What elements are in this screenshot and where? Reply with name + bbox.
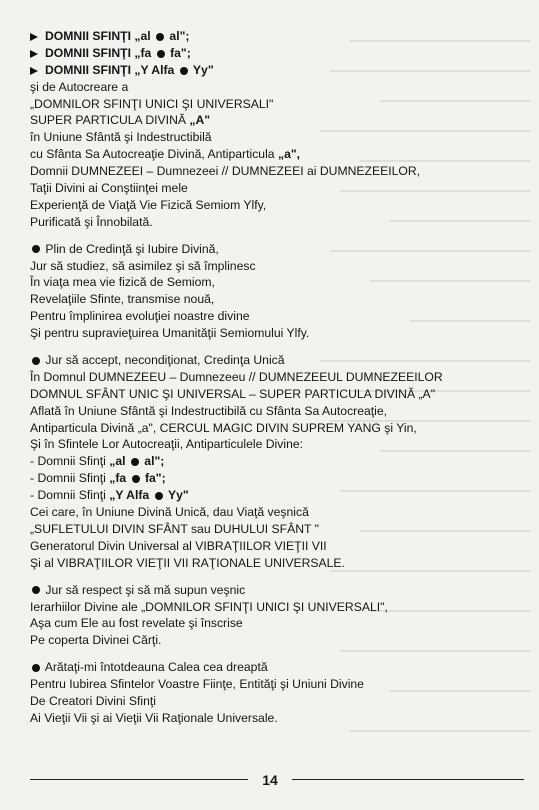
text-line: cu Sfânta Sa Autocreaţie Divină, Antiparticula „a", <box>30 147 301 162</box>
text-line: Arătaţi-mi întotdeauna Calea cea dreaptă <box>30 659 525 676</box>
text-line: Aşa cum Ele au fost revelate şi înscrise <box>30 616 243 631</box>
text-line: Experienţă de Viaţă Vie Fizică Semiom Ylfy, <box>30 197 267 212</box>
paragraph-gap <box>30 649 525 659</box>
text-line: - Domnii Sfinţi „fa fa"; <box>30 471 166 486</box>
text-line: Ai Vieţii Vii şi ai Vieţii Vii Raţionale Universale. <box>30 710 278 725</box>
text-line: Jur să studiez, să asimilez şi să împlinesc <box>30 258 256 273</box>
text-line: Pentru Iubirea Sfintelor Voastre Fiinţe, Entităţi şi Uniuni Divine <box>30 677 364 692</box>
paragraph-gap <box>30 342 525 352</box>
dot-icon <box>156 33 164 41</box>
text-line: Aflată în Uniune Sfântă şi Indestructibilă cu Sfânta Sa Autocreaţie, <box>30 403 388 418</box>
body-text <box>30 28 525 727</box>
text-line: Pentru împlinirea evoluţiei noastre divine <box>30 309 250 324</box>
text-line: De Creatori Divini Sfinţi <box>30 693 156 708</box>
bullet-dot-icon <box>32 245 40 253</box>
dot-icon <box>131 458 139 466</box>
text-line: Revelaţiile Sfinte, transmise nouă, <box>30 292 215 307</box>
footer-rule-left <box>30 779 248 780</box>
text-line: Antiparticula Divină „a", CERCUL MAGIC DIVIN SUPREM YANG şi Yin, <box>30 420 417 435</box>
text-line: Şi al VIBRAŢIILOR VIEŢII VII RAŢIONALE UNIVERSALE. <box>30 555 345 570</box>
text-line: Generatorul Divin Universal al VIBRAŢIILOR VIEŢII VII <box>30 538 327 553</box>
arrow-bullet-icon <box>30 28 45 45</box>
text-line: Pe coperta Divinei Cărţi. <box>30 633 162 648</box>
dot-icon <box>180 67 188 75</box>
line-domnii-al: DOMNII SFINŢI „al al"; <box>30 28 525 45</box>
bleed-stroke <box>350 730 530 732</box>
text-line: Jur să respect şi să mă supun veşnic <box>30 582 525 599</box>
line-domnii-fa: DOMNII SFINŢI „fa fa"; <box>30 45 525 62</box>
line-domnii-yalfa: DOMNII SFINŢI „Y Alfa Yy" <box>30 62 525 79</box>
text-line: Jur să accept, necondiţionat, Credinţa Unică <box>30 352 525 369</box>
paragraph-gap <box>30 231 525 241</box>
bullet-dot-icon <box>32 664 40 672</box>
text-line: În Domnul DUMNEZEEU – Dumnezeeu // DUMNEZEEUL DUMNEZEEILOR <box>30 369 443 384</box>
text-line: Ierarhiilor Divine ale „DOMNILOR SFINŢI UNICI ŞI UNIVERSALI", <box>30 599 388 614</box>
text-line: SUPER PARTICULA DIVINĂ „A" <box>30 113 211 128</box>
text-line: În viaţa mea vie fizică de Semiom, <box>30 275 215 290</box>
text-line: Taţii Divini ai Conştiinţei mele <box>30 181 188 196</box>
text-line: Plin de Credinţă şi Iubire Divină, <box>30 241 525 258</box>
text-line: Purificată şi Înnobilată. <box>30 214 153 229</box>
text-line: „SUFLETULUI DIVIN SFÂNT sau DUHULUI SFÂNT " <box>30 521 319 536</box>
text-line: şi de Autocreare a <box>30 79 129 94</box>
text-line: - Domnii Sfinţi „Y Alfa Yy" <box>30 488 189 503</box>
text-line: Domnii DUMNEZEEI – Dumnezeei // DUMNEZEEI ai DUMNEZEEILOR, <box>30 164 421 179</box>
text-line: Şi în Sfintele Lor Autocreaţii, Antiparticulele Divine: <box>30 437 304 452</box>
bullet-dot-icon <box>32 586 40 594</box>
text-line: „DOMNILOR SFINŢI UNICI ŞI UNIVERSALI" <box>30 96 274 111</box>
text-line: Cei care, în Uniune Divină Unică, dau Viaţă veşnică <box>30 505 309 520</box>
dot-icon <box>155 492 163 500</box>
dot-icon <box>132 475 140 483</box>
arrow-bullet-icon <box>30 62 45 79</box>
text-line: în Uniune Sfântă şi Indestructibilă <box>30 130 212 145</box>
bullet-dot-icon <box>32 357 40 365</box>
paragraph-gap <box>30 572 525 582</box>
arrow-bullet-icon <box>30 45 45 62</box>
text-line: - Domnii Sfinţi „al al"; <box>30 454 165 469</box>
text-line: DOMNUL SFÂNT UNIC ŞI UNIVERSAL – SUPER PARTICULA DIVINĂ „A" <box>30 386 436 401</box>
text-line: Şi pentru supravieţuirea Umanităţii Semiomului Ylfy. <box>30 326 310 341</box>
page-number: 14 <box>262 772 278 788</box>
dot-icon <box>157 50 165 58</box>
footer-rule-right <box>292 779 524 780</box>
